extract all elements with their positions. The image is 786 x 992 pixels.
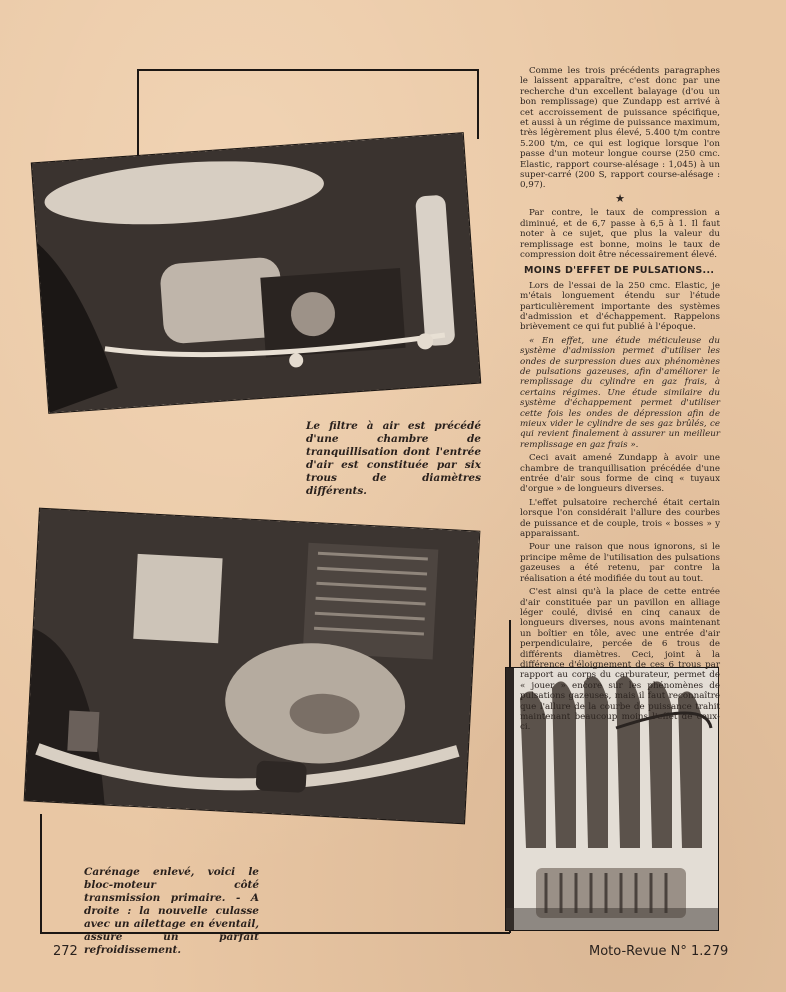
article-paragraph: Comme les trois précédents paragraphes le laissent apparaître, c'est donc par une recherche d'un excellent balayage (d'ou un bon remplissage) que Zundapp est arrivé à cet accroissement de puissance spécifique, et aussi à un régime de puissance maximum, très légèrement plus élevé, 5.400 t/m contre 5.200 t/m, ce qui est logique lorsque l'on passe d'un moteur longue course (250 cmc. Elastic, rapport course-alésage : 1,045) à un super-carré (200 S, rapport course-alésage : 0,97). xyxy=(520,66,720,191)
article-paragraph: Pour une raison que nous ignorons, si le principe même de l'utilisation des pulsations gazeuses a été retenu, par contre la réalisation a été modifiée du tout au tout. xyxy=(520,542,720,584)
article-paragraph: Ceci avait amené Zundapp à avoir une chambre de tranquillisation précédée d'une entrée d'air sous forme de cinq « tuyaux d'orgue » de longueurs diverses. xyxy=(520,453,720,495)
air-filter-caption: Le filtre à air est précédé d'une chambre de tranquillisation dont l'entrée d'air est constituée par six trous de diamètres différents. xyxy=(306,420,481,497)
section-heading: MOINS D'EFFET DE PULSATIONS... xyxy=(524,265,715,277)
page-number: 272 xyxy=(53,944,78,959)
star-separator: ★ xyxy=(615,191,625,205)
frame-line-right xyxy=(477,69,479,139)
article-paragraph: Lors de l'essai de la 250 cmc. Elastic, je m'étais longuement étendu sur l'étude particulièrement importante des systèmes d'admission et d'échappement. Rappelons brièvement ce qui fut publié à l'époque. xyxy=(520,280,720,333)
article-paragraph: Par contre, le taux de compression a diminué, et de 6,7 passe à 6,5 à 1. Il faut noter à ce sujet, que plus la valeur du remplissage est bonne, moins le taux de compression doit être nécessairement élevé. xyxy=(520,208,720,260)
magazine-issue: Moto-Revue N° 1.279 xyxy=(589,944,729,959)
frame-line-left-lower xyxy=(40,814,42,934)
article-quote: « En effet, une étude méticuleuse du système d'admission permet d'utiliser les ondes de surpression dues aux phénomènes de pulsations gazeuses, afin d'améliorer le remplissage du cylindre en gaz frais, à certains régimes. Une étude similaire du système d'échappement permet d'utiliser cette fois les ondes de dépression afin de mieux vider le cylindre de ses gaz brûlés, ce qui revient finalement à assurer un meilleur remplissage en gaz frais ». xyxy=(520,335,720,450)
frame-line-top xyxy=(137,69,479,71)
article-column xyxy=(520,66,720,736)
engine-block-photo xyxy=(25,509,480,824)
engine-block-caption: Carénage enlevé, voici le bloc-moteur côté transmission primaire. - A droite : la nouvelle culasse avec un ailettage en éventail, assure un parfait refroidissement. xyxy=(84,866,259,956)
article-paragraph: L'effet pulsatoire recherché était certain lorsque l'on considérait l'allure des courbes de puissance et de couple, trois « bosses » y apparaissant. xyxy=(520,497,720,540)
article-paragraph: C'est ainsi qu'à la place de cette entrée d'air constituée par un pavillon en alliage léger coulé, divisé en cinq canaux de longueurs diverses, nous avons maintenant un boîtier en tôle, avec une entrée d'air perpendiculaire, percée de 6 trous de différents diamètres. Ceci, joint à la différence d'éloignement de ces 6 trous par rapport au corps du carburateur, permet de « jouer » encore sur les phénomènes de pulsations gazeuses, mais il faut reconnaître que l'allure de la courbe de puissance trahit maintenant beaucoup moins l'effet de ceux-ci. xyxy=(520,587,720,733)
air-filter-photo xyxy=(32,133,480,413)
